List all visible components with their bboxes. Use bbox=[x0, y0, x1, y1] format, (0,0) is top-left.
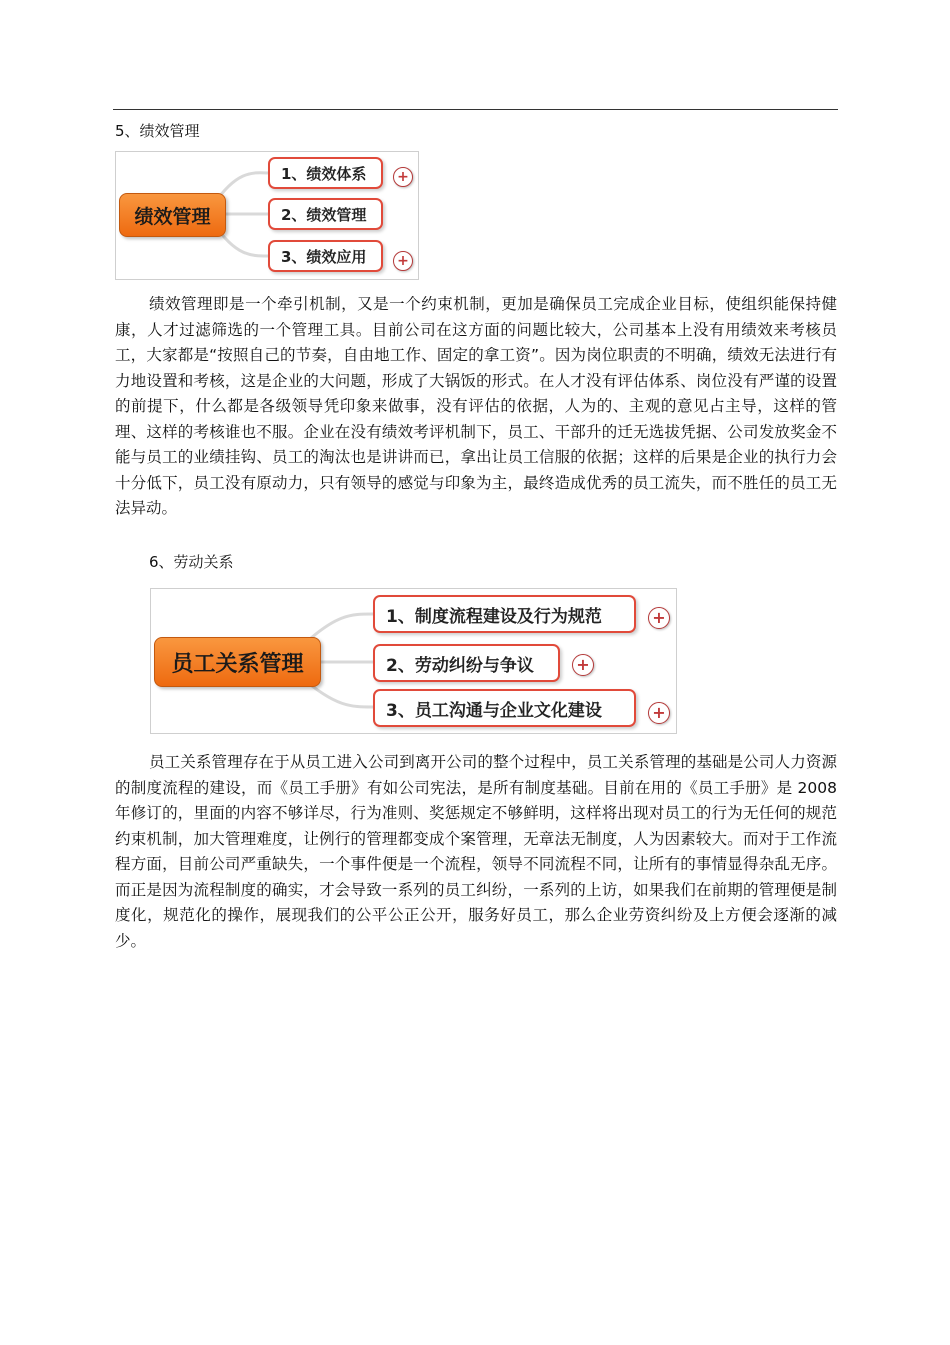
mindmap-performance bbox=[115, 151, 419, 280]
plus-circle-icon[interactable]: + bbox=[393, 251, 413, 271]
mindmap-root: 员工关系管理 bbox=[154, 637, 321, 687]
mindmap-node-3[interactable]: 3、员工沟通与企业文化建设 bbox=[373, 689, 636, 727]
mindmap-node-2[interactable]: 2、绩效管理 bbox=[268, 198, 383, 230]
header-rule bbox=[113, 109, 838, 110]
mindmap-node-1[interactable]: 1、绩效体系 bbox=[268, 157, 383, 189]
mindmap-node-3[interactable]: 3、绩效应用 bbox=[268, 240, 383, 272]
section-6-heading: 6、劳动关系 bbox=[149, 553, 234, 571]
mindmap-root: 绩效管理 bbox=[119, 193, 226, 237]
section-6-paragraph: 员工关系管理存在于从员工进入公司到离开公司的整个过程中，员工关系管理的基础是公司人力资源的制度流程的建设，而《员工手册》有如公司宪法，是所有制度基础。目前在用的《员工手册》是 2008 年修订的，里面的内容不够详尽，行为准则、奖惩规定不够鲜明，这样将出现对员工的行为无任何的规范约束机制，加大管理难度，让例行的管理都变成个案管理，无章法无制度，人为因素较大。而对于工作流程方面，目前公司严重缺失，一个事件便是一个流程，领导不同流程不同，让所有的事情显得杂乱无序。而正是因为流程制度的确实，才会导致一系列的员工纠纷，一系列的上访，如果我们在前期的管理便是制度化，规范化的操作，展现我们的公平公正公开，服务好员工，那么企业劳资纠纷及上方便会逐渐的减少。 bbox=[115, 753, 837, 950]
plus-circle-icon[interactable]: + bbox=[648, 607, 670, 629]
section-5-heading: 5、绩效管理 bbox=[115, 122, 200, 140]
plus-circle-icon[interactable]: + bbox=[648, 702, 670, 724]
section-5-paragraph: 绩效管理即是一个牵引机制，又是一个约束机制，更加是确保员工完成企业目标，使组织能保持健康，人才过滤筛选的一个管理工具。目前公司在这方面的问题比较大，公司基本上没有用绩效来考核员工，大家都是“按照自己的节奏，自由地工作、固定的拿工资”。因为岗位职责的不明确，绩效无法进行有力地设置和考核，这是企业的大问题，形成了大锅饭的形式。在人才没有评估体系、岗位没有严谨的设置的前提下，什么都是各级领导凭印象来做事，没有评估的依据，人为的、主观的意见占主导，这样的管理、这样的考核谁也不服。企业在没有绩效考评机制下，员工、干部升的迁无选拔凭据、公司发放奖金不能与员工的业绩挂钩、员工的淘汰也是讲讲而已，拿出让员工信服的依据；这样的后果是企业的执行力会十分低下，员工没有原动力，只有领导的感觉与印象为主，最终造成优秀的员工流失，而不胜任的员工无法异动。 bbox=[115, 295, 837, 517]
plus-circle-icon[interactable]: + bbox=[572, 654, 594, 676]
plus-circle-icon[interactable]: + bbox=[393, 167, 413, 187]
mindmap-node-2[interactable]: 2、劳动纠纷与争议 bbox=[373, 644, 560, 682]
mindmap-node-1[interactable]: 1、制度流程建设及行为规范 bbox=[373, 595, 636, 633]
mindmap-employee-relations bbox=[150, 588, 677, 734]
